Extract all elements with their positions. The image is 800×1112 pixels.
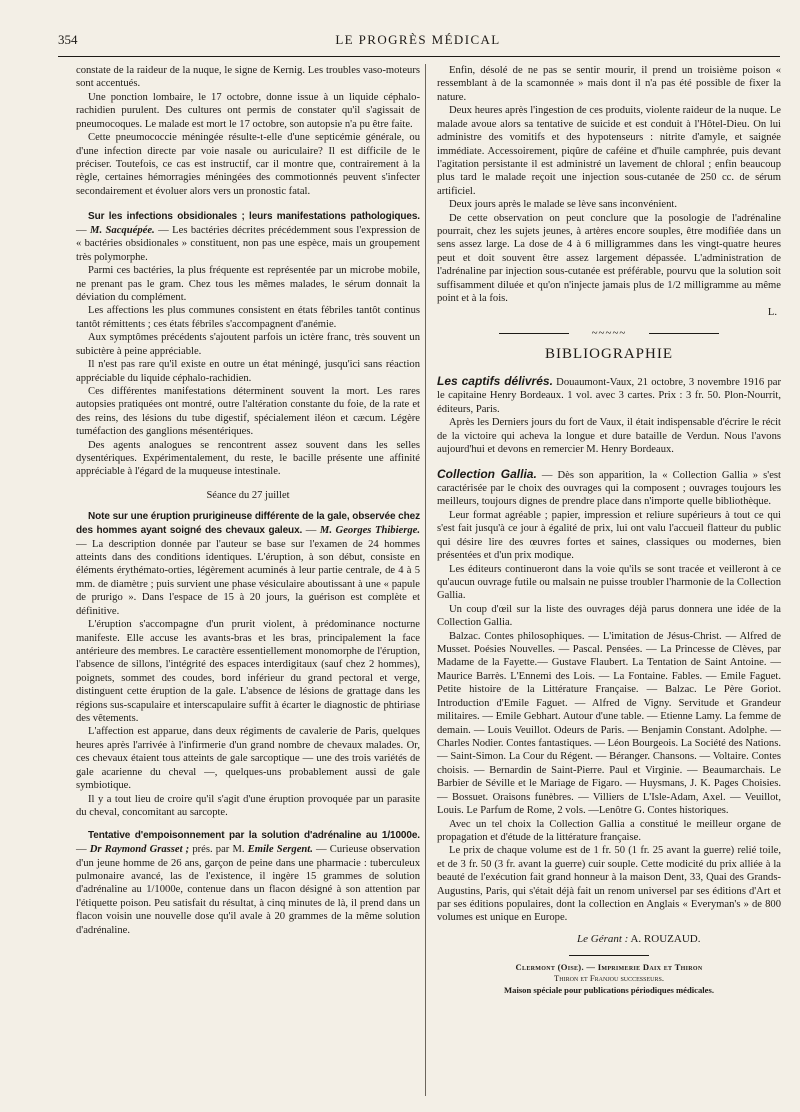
ornament-line: [499, 333, 569, 334]
page-header: [58, 30, 778, 52]
paragraph: L'éruption s'accompagne d'un prurit violent, à prédominance nocturne manifeste. Elle accuse les avants-bras et les bras, principalement la face antérieure des membres. Le caractère essentiellement monomorphe de l'éruption, l'absence de sillons, l'intégrité des espaces interdigitaux (sauf chez 2 hommes), poignets, sommet des coudes, bord inférieur du grand pectoral et verge, distinguent cette éruption de la gale. L'absence de lésions de grattage dans les régions sus-scapulaire et interscapulaire suffit à écarter le diagnostic de phtiriase des vêtements.: [76, 619, 420, 725]
section-infections-obsidionales: Sur les infections obsidionales ; leurs manifestations pathologiques. — M. Sacquépée. — Les bactéries décrites précédemment sous l'expression de « bactéries obsidionales » constituent, non pas une espèce, mais un groupement très polymorphe. Parmi ces bactéries, la plus fréquente est représentée par un microbe mobile, ne prenant pas le gram. Chez tous les mêmes malades, le sérum donnait la déviation du complément. Les affections les plus communes consistent en états fébriles tantôt continus tantôt rémittents ; ces états fébriles s'accompagnent d'anémie. Aux symptômes précédents s'ajoutent parfois un ictère franc, très souvent un subictère à peine appréciable. Il n'est pas rare qu'il existe en outre un état méningé, jusqu'ici sans réaction appréciable du liquide céphalo-rachidien. Ces différentes manifestations déterminent souvent la mort. Les rares autopsies pratiquées ont montré, outre l'altération constante du foie, de la rate et des reins, des lésions du tube digestif, spécialement iléon et cæcum. Légère tuméfaction des ganglions mésentériques. Des agents analogues se rencontrent assez souvent dans les selles dysentériques. Expérimentalement, du reste, le bacille présente une affinité appréciable à l'égard de la muqueuse intestinale.: [76, 211, 420, 478]
section-adrenaline: Tentative d'empoisonnement par la solution d'adrénaline au 1/1000e. — Dr Raymond Grasset ; prés. par M. Emile Sergent. — Curieuse observation d'un jeune homme de 26 ans, garçon de peine dans une pharmacie : tuberculeux pulmonaire avancé, las de l'existence, il ingère 15 grammes de solution d'adrénaline au 1/1000e, contenue dans un flacon désigné à son attention par l'étiquette poison. Peu satisfait du résultat, à cinq minutes de là, il prend dans un flacon voisin une nouvelle dose qu'il avale à 20 grammes de la même solution d'adrénaline.: [76, 830, 420, 936]
paragraph: Après les Derniers jours du fort de Vaux, il était indispensable d'écrire le récit de la victoire qui acheva la longue et dure bataille de Verdun. Nous l'avons aujourd'hui et devons en remercier M. Henry Bordeaux.: [437, 417, 781, 456]
left-column: [76, 64, 420, 937]
book-review-gallia: [437, 467, 781, 925]
ornament-line: [649, 333, 719, 334]
book-details: Douaumont-Vaux, 21 octobre, 3 novembre 1916 par le capitaine Henry Bordeaux. 1 vol. avec 3 cartes. Prix : 3 fr. 50. Plon-Nourrit, éditeurs, Paris.: [437, 377, 781, 415]
book-details: — Dès son apparition, la « Collection Gallia » s'est caractérisée par le choix des ouvrages qui la composent ; ouvrages toujours les meilleurs, toujours dignes de prendre place dans n'importe quelle bibliothèque.: [437, 469, 781, 508]
section-ornament: [437, 327, 781, 341]
header-rule: [58, 56, 780, 57]
paragraph: Des agents analogues se rencontrent assez souvent dans les selles dysentériques. Expérimentalement, du reste, le bacille présente une affinité appréciable à l'égard de la muqueuse intestinale.: [76, 439, 420, 478]
paragraph: Enfin, désolé de ne pas se sentir mourir, il prend un troisième poison « ressemblant à de la scamonnée » mais dont il n'a pas été possible de fixer la nature.: [437, 65, 781, 103]
imprint-line: Maison spéciale pour publications périodiques médicales.: [504, 985, 714, 996]
paragraph: Aux symptômes précédents s'ajoutent parfois un ictère franc, très souvent un subictère à peine appréciable.: [76, 332, 420, 357]
gerant-line: [437, 933, 781, 947]
book-review-captifs: [437, 374, 781, 457]
paragraph: Les éditeurs continueront dans la voie qu'ils se sont tracée et veilleront à ce qu'aucun ouvrage futile ou malsain ne puisse troubler l'harmonie de la Collection Gallia.: [437, 563, 781, 602]
paragraph: Parmi ces bactéries, la plus fréquente est représentée par un microbe mobile, ne prenant pas le gram. Chez tous les mêmes malades, le sérum donnait la déviation du complément.: [76, 265, 420, 303]
right-column: [437, 64, 781, 997]
ornament-wave: ~~~~~: [591, 327, 627, 340]
article-signature: L.: [767, 306, 777, 318]
seance-heading: Séance du 27 juillet: [206, 489, 290, 501]
printer-imprint: [437, 962, 781, 997]
imprint-line: Clermont (Oise). — Imprimerie Daix et Thiron: [515, 961, 703, 972]
paragraph: Le prix de chaque volume est de 1 fr. 50 (1 fr. 25 avant la guerre) relié toile, et de 3 fr. 50 (3 fr. avant la guerre) cuir souple. Cette modicité du prix alliée à la beauté de l'exécution fait grand honneur à la maison Dent, 33, Quai des Grands-Augustins, Paris, qui s'était déjà fait un renom universel par ses éditions d'Art et par ses éditions populaires, dont la collection en Anglais « Everyman's » de 800 volumes est unique en Europe.: [437, 845, 781, 924]
book-title: Les captifs délivrés.: [437, 374, 553, 389]
paragraph: Il n'est pas rare qu'il existe en outre un état méningé, jusqu'ici sans réaction appréciable du liquide céphalo-rachidien.: [76, 359, 420, 384]
column-divider: [425, 64, 426, 1096]
section-author: M. Sacquépée.: [90, 224, 155, 236]
paragraph: Avec un tel choix la Collection Gallia a constitué le meilleur organe de propagation et d'étude de la littérature française.: [437, 818, 781, 843]
paragraph: De cette observation on peut conclure que la posologie de l'adrénaline pourrait, chez les sujets jeunes, à artères encore souples, être modifiée dans un sens assez large. La dose de 4 à 6 milligrammes dans les vingt-quatre heures peut et doit souvent être assez largement dépassée. L'administration de l'adrénaline par injection sous-cutanée est préférable, pourvu que la solution soit suffisamment diluée et qu'on n'injecte jamais plus de 1/2 milligramme au même point et à la fois.: [437, 212, 781, 305]
paragraph: Balzac. Contes philosophiques. — L'imitation de Jésus-Christ. — Alfred de Musset. Poésies Nouvelles. — Pascal. Pensées. — La Princesse de Clèves, par Madame de la Fayette.— Gustave Flaubert. La Tentation de Saint Antoine. — Maurice Barrès. L'Ennemi des Lois. — La Fontaine. Fables. — Emile Faguet. Petite histoire de la Littérature Française. — Balzac. Le Père Goriot. Introduction d'Emile Faguet. — Alfred de Vigny. Servitude et Grandeur militaires. — Emile Gebhart. Autour d'une table. — Etienne Lamy. La femme de demain. — Louis Veuillot. Odeurs de Paris. — Benjamin Constant. Adolphe. — Charles Nodier. Contes fantastiques. — Léon Bourgeois. La Société des Nations. — Saint-Simon. La Cour du Régent. — Béranger. Chansons. — Voltaire. Contes choisis. — Bernardin de Saint-Pierre. Paul et Virginie. — Beaumarchais. Le Barbier de Séville et le Mariage de Figaro. — Huysmans, J. K. Pages Choisies. — Bossuet. Oraisons funèbres. — Villiers de L'Isle-Adam, Axel. — Veuillot, Louis. Le Parfum de Rome, 2 vols. —Lenôtre G. Contes historiques.: [437, 630, 781, 817]
paragraph: Il y a tout lieu de croire qu'il s'agit d'une éruption provoquée par un parasite du cheval, concomitant au sarcopte.: [76, 793, 420, 818]
paragraph: L'affection est apparue, dans deux régiments de cavalerie de Paris, quelques heures après l'arrivée à l'infirmerie d'un grand nombre de chevaux malades. Or, ces chevaux étaient tous atteints de gale sarcoptique — une des trois variétés de gale acarienne du cheval —, quelques-uns probablement aussi de gale symbiotique.: [76, 726, 420, 792]
book-title: Collection Gallia.: [437, 466, 537, 481]
page-number: 354: [58, 32, 78, 47]
section-text: Curieuse observation d'un jeune homme de 26 ans, garçon de peine dans une pharmacie : tuberculeux pulmonaire avancé, las de l'existence, il ingère 15 grammes de solution d'adrénaline au 1/1000e, contenue dans un flacon désigné à son attention par l'étiquette poison. Peu satisfait du résultat, à cinq minutes de là, il prend dans un flacon voisin une nouvelle dose qu'il avale à 20 grammes de la même solution d'adrénaline.: [76, 844, 420, 936]
section-title: Note sur une éruption prurigineuse différente de la gale, observée chez des hommes ayant soigné des chevaux galeux.: [76, 511, 420, 536]
paragraph: Deux heures après l'ingestion de ces produits, violente raideur de la nuque. Le malade avoue alors sa tentative de suicide et est conduit à l'Hôtel-Dieu. On lui administre des vomitifs et des hypotenseurs : nitrite d'amyle, et saignée immédiate. Accessoirement, piqûre de caféine et d'huile camphrée, puis devant l'agitation persistante il est administré un lavement de chloral ; enfin beaucoup plus tard le malade reçoit une injection sous-cutanée de 250 cc. de sérum artificiel.: [437, 105, 781, 197]
bibliography-title: BIBLIOGRAPHIE: [545, 346, 673, 363]
section-text: La description donnée par l'auteur se base sur l'examen de 24 hommes atteints dans des conditions identiques. L'éruption, à son début, consiste en éléments érythémato-orties, légèrement acuminés à leur partie centrale, de 4 à 5 mm. de diamètre ; puis survient une phase vésiculaire aboutissant à une « papule de prurigo ». Dans l'espace de 15 à 20 jours, la guérison est complète et définitive.: [76, 538, 420, 617]
section-title: Sur les infections obsidionales ; leurs manifestations pathologiques.: [88, 211, 420, 223]
imprint-rule: [569, 955, 649, 956]
paragraph: Ces différentes manifestations déterminent souvent la mort. Les rares autopsies pratiquées ont montré, outre l'altération constante du foie, de la rate et des reins, des lésions du tube digestif, spécialement iléon et cæcum. Légère tuméfaction des ganglions mésentériques.: [76, 385, 420, 438]
section-author: M. Georges Thibierge.: [319, 524, 421, 536]
paragraph: Les affections les plus communes consistent en états fébriles tantôt continus tantôt rémittents ; ces états fébriles s'accompagnent d'anémie.: [76, 305, 420, 330]
section-title: Tentative d'empoisonnement par la solution d'adrénaline au 1/1000e.: [88, 830, 420, 842]
gerant-label: Le Gérant :: [577, 932, 629, 945]
gerant-name: A. ROUZAUD.: [630, 932, 701, 945]
section-author-intro: prés. par M.: [192, 844, 245, 856]
section-text: Les bactéries décrites précédemment sous l'expression de « bactéries obsidionales » constituent, non pas une espèce, mais un groupement très polymorphe.: [76, 224, 420, 263]
journal-title: LE PROGRÈS MÉDICAL: [335, 32, 501, 47]
imprint-line: Thiron et Franjou successeurs.: [554, 973, 664, 984]
section-eruption-prurigineuse: Note sur une éruption prurigineuse différente de la gale, observée chez des hommes ayant soigné des chevaux galeux. — M. Georges Thibierge. — La description donnée par l'auteur se base sur l'examen de 24 hommes atteints dans des conditions identiques. L'éruption, à son début, consiste en éléments érythémato-orties, légèrement acuminés à leur partie centrale, de 4 à 5 mm. de diamètre ; puis survient une phase vésiculaire aboutissant à une « papule de prurigo ». Dans l'espace de 15 à 20 jours, la guérison est complète et définitive. L'éruption s'accompagne d'un prurit violent, à prédominance nocturne manifeste. Elle accuse les avants-bras et les bras, principalement la face antérieure des membres. Le caractère essentiellement monomorphe de l'éruption, l'absence de sillons, l'intégrité des espaces interdigitaux (sauf chez 2 hommes), poignets, sommet des coudes, bord inférieur du grand pectoral et verge, distinguent cette éruption de la gale. L'absence de lésions de grattage dans les régions sus-scapulaire et interscapulaire suffit à écarter le diagnostic de phtiriase des vêtements. L'affection est apparue, dans deux régiments de cavalerie de Paris, quelques heures après l'arrivée à l'infirmerie d'un grand nombre de chevaux malades. Or, ces chevaux étaient tous atteints de gale sarcoptique — une des trois variétés de gale acarienne du cheval —, quelques-uns probablement aussi de gale symbiotique. Il y a tout lieu de croire qu'il s'agit d'une éruption provoquée par un parasite du cheval, concomitant au sarcopte.: [76, 511, 421, 818]
paragraph: Leur format agréable ; papier, impression et reliure supérieurs à tout ce qui s'est fait jusqu'à ce jour à égalité de prix, lui ont valu l'accueil flatteur du public qui désire lire des œuvres fortes et saines, classiques ou modernes, bien présentées et d'un prix modique.: [437, 509, 781, 562]
section-author: Dr Raymond Grasset ;: [89, 844, 190, 856]
paragraph: Deux jours après le malade se lève sans inconvénient.: [449, 199, 677, 211]
paragraph: Un coup d'œil sur la liste des ouvrages déjà parus donnera une idée de la Collection Gallia.: [437, 603, 781, 629]
paragraph: Cette pneumococcie méningée résulte-t-elle d'une septicémie générale, ou d'une infection directe par voie nasale ou auriculaire? Il est difficile de le préciser. Toutefois, ce cas est instructif, car il montre que, contrairement à la règle, certaines hémorragies méningées des commotionnés peuvent s'infecter secondairement et évoluer alors vers un pronostic fatal.: [76, 132, 420, 197]
paragraph: constate de la raideur de la nuque, le signe de Kernig. Les troubles vaso-moteurs sont accentués.: [76, 65, 420, 90]
section-coauthor: Emile Sergent.: [247, 844, 313, 856]
paragraph: Une ponction lombaire, le 17 octobre, donne issue à un liquide céphalo-rachidien purulent. Des cultures ont permis de constater qu'il s'agissait de pneumocoques. Le malade est mort le 17 octobre, son autopsie n'a pu être faite.: [76, 91, 420, 130]
